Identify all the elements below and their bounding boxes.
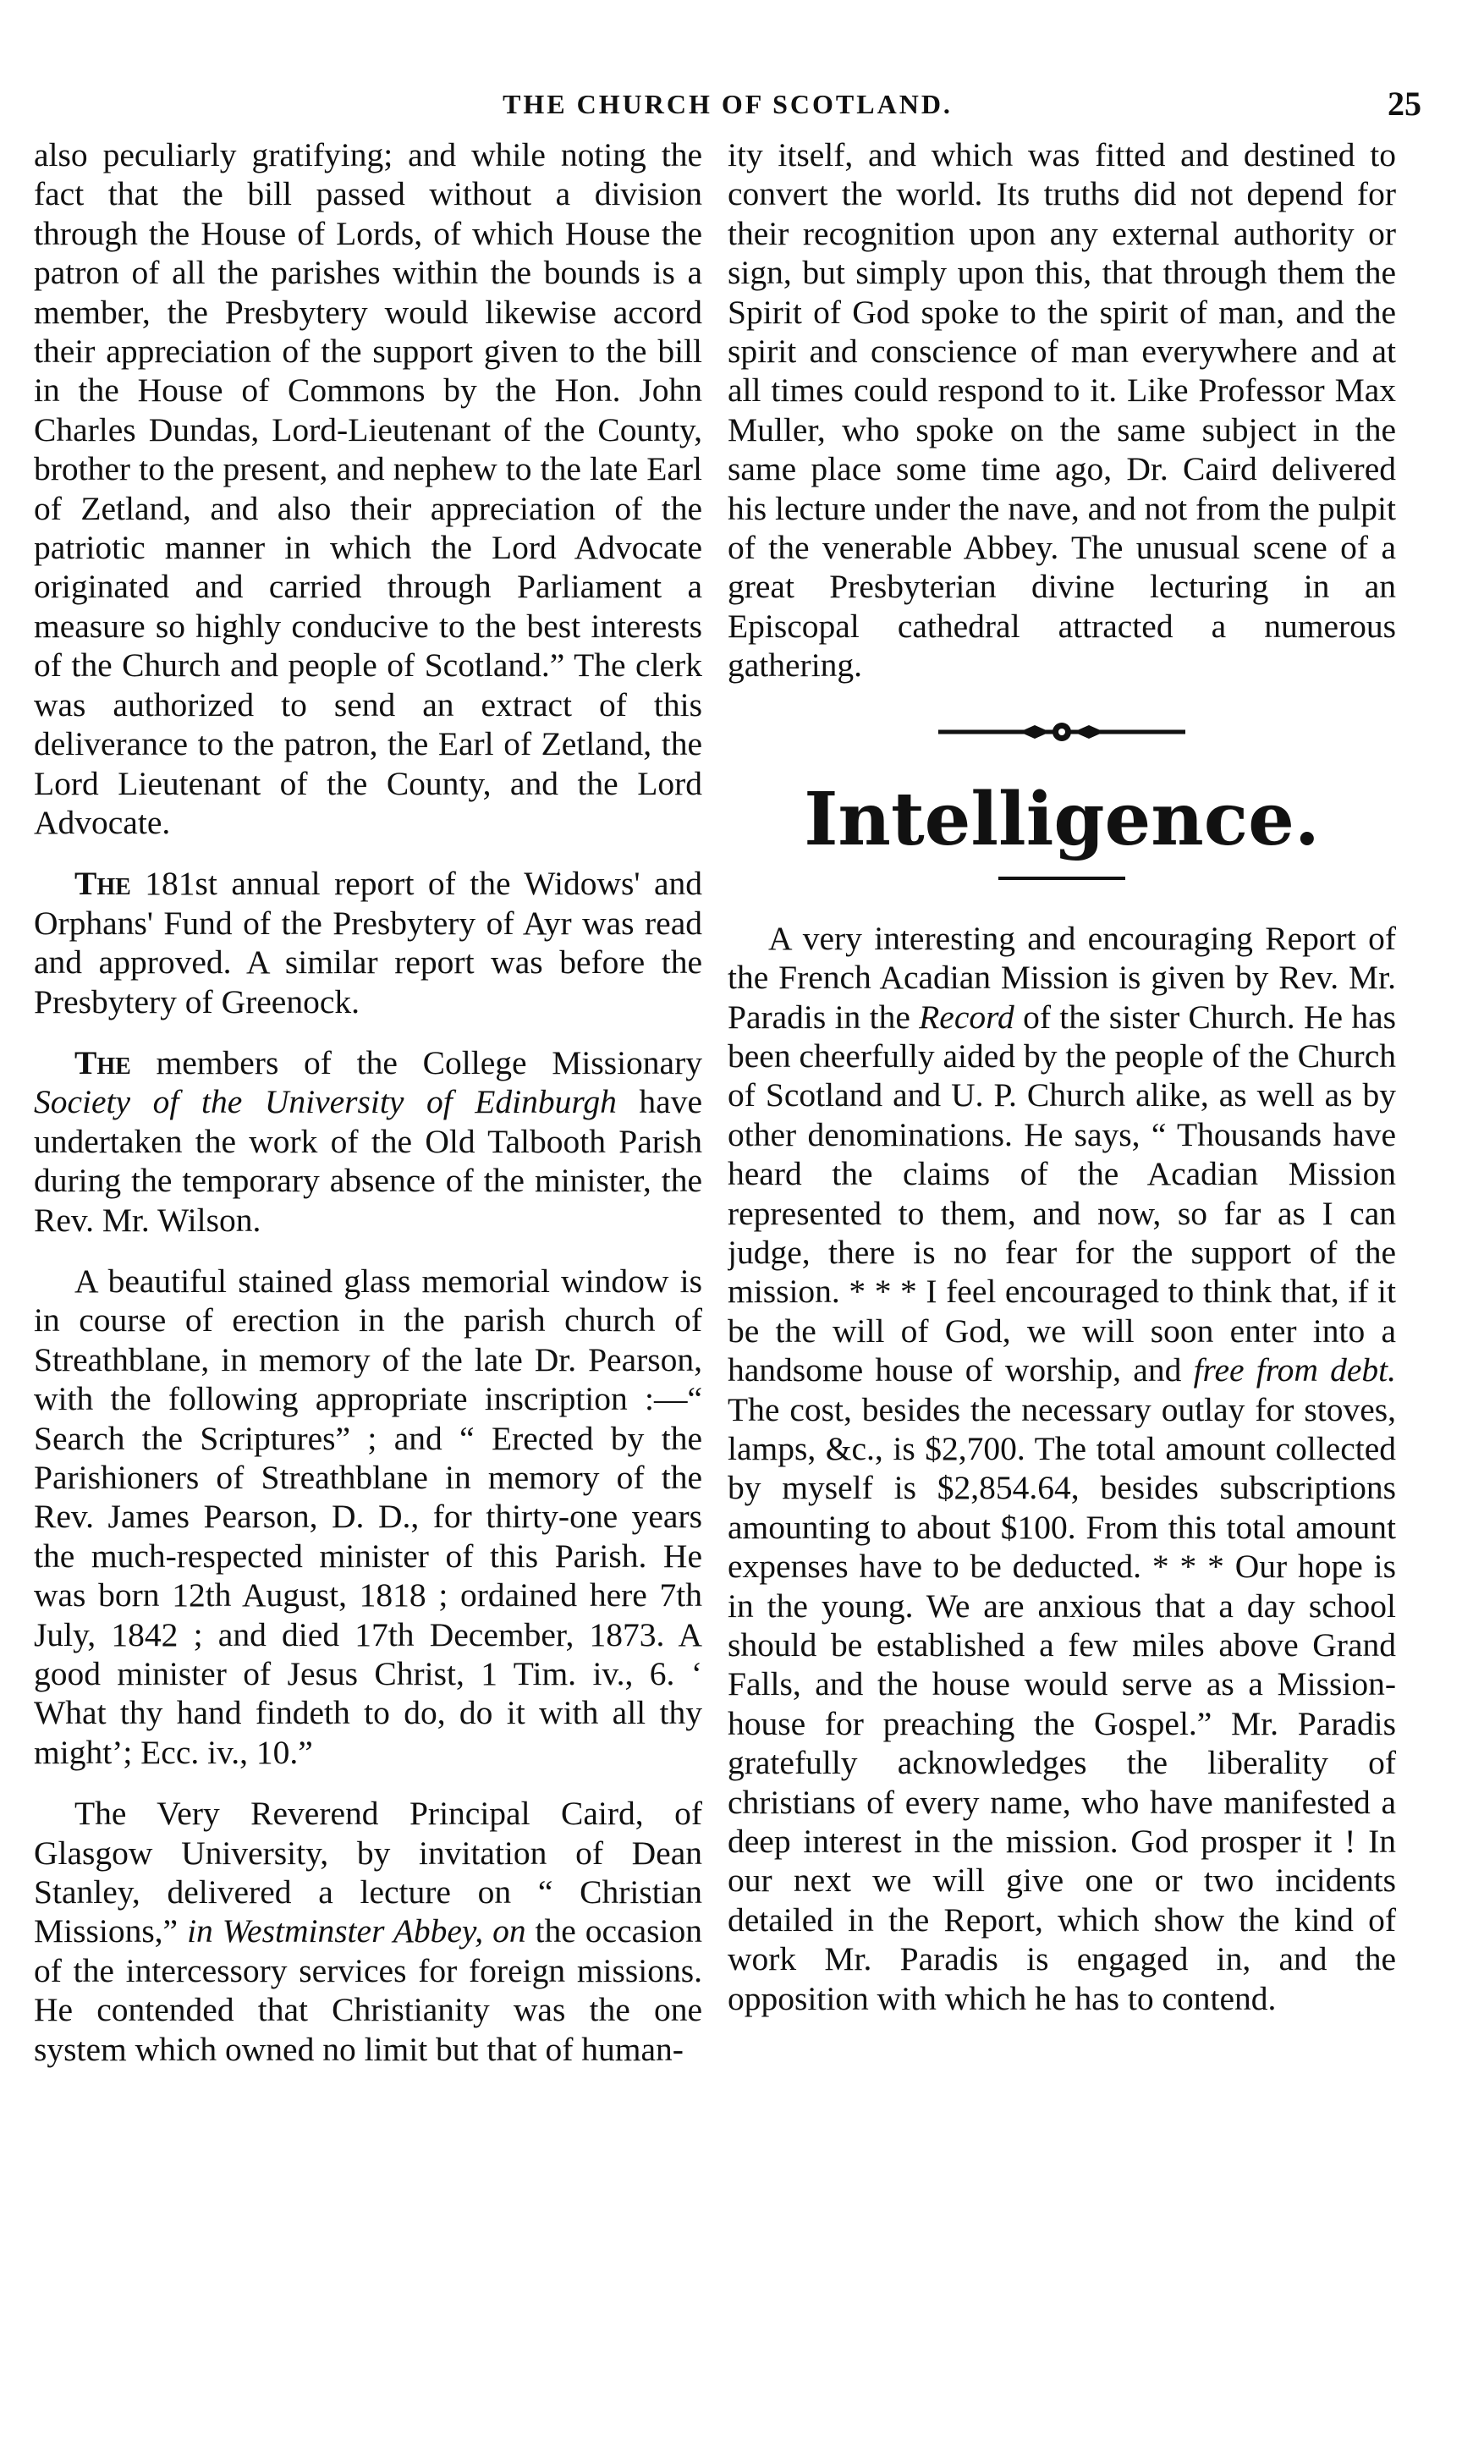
paragraph-caird-continued: ity itself, and which was fitted and destined to convert the world. Its truths did not depend for their recognition upon any external authority or sign, but simply upon this, that through them the Spirit of God spoke to the spirit of man, and the spirit and conscience of man everywhere and at all times could respond to it. Like Professor Max Muller, who spoke on the same subject in the same place some time ago, Dr. Caird delivered his lecture under the nave, and not from the pulpit of the venerable Abbey. The unusual scene of a great Presbyterian divine lecturing in an Episcopal cathedral attracted a numerous gathering.	[728, 136, 1396, 685]
italic-westminster-abbey: in Westminster Abbey, on	[187, 1912, 526, 1950]
italic-record: Record	[919, 998, 1014, 1036]
paragraph-acadian-mission	[728, 919, 1396, 2018]
page-number: 25	[1388, 85, 1421, 123]
running-title: THE CHURCH OF SCOTLAND.	[503, 89, 953, 119]
paragraph-lead-word: The	[74, 1043, 131, 1081]
italic-free-from-debt: free from debt.	[1193, 1351, 1396, 1389]
paragraph-widows-fund	[34, 864, 702, 1021]
italic-society-name: Society of the University of Edinburgh	[34, 1083, 617, 1121]
running-head	[34, 74, 1421, 134]
paragraph-text: the occasion of the intercessory services for foreign missions. He contended that Christianity was the one system which owned no limit but that of human-	[34, 1912, 702, 2068]
paragraph-principal-caird	[34, 1794, 702, 2069]
section-heading: Intelligence.	[804, 776, 1320, 862]
paragraph-text: of the sister Church. He has been cheerfully aided by the people of the Church of Scotland and U. P. Church alike, as well as by other denominations. He says, “ Thousands have heard the claims of the Acadian Mission represented to them, and now, so far as I can judge, there is no fear for the support of the mission. * * * I feel encouraged to think that, if it be the will of God, we will soon enter into a handsome house of worship, and	[728, 998, 1396, 1389]
paragraph-text: The Very Reverend Principal Caird, of Glasgow University, by invitation of Dean Stanley, delivered a lecture on “ Christian Missions,”	[34, 1795, 702, 1950]
paragraph-presbytery-deliverance: also peculiarly gratifying; and while noting the fact that the bill passed without a division through the House of Lords, of which House the patron of all the parishes within the bounds is a member, the Presbytery would likewise accord their appreciation of the support given to the bill in the House of Commons by the Hon. John Charles Dundas, Lord-Lieutenant of the County, brother to the present, and nephew to the late Earl of Zetland, and also their appreciation of the patriotic manner in which the Lord Advocate originated and carried through Parliament a measure so highly conducive to the best interests of the Church and people of Scotland.” The clerk was authorized to send an extract of this deliverance to the patron, the Earl of Zetland, the Lord Lieutenant of the County, and the Lord Advocate.	[34, 136, 702, 841]
paragraph-text: The cost, besides the necessary outlay for stoves, lamps, &c., is $2,700. The total amount collected by myself is $2,854.64, besides subscriptions amounting to about $100. From this total amount expenses have to be deducted. * * * Our hope is in the young. We are anxious that a day school should be established a few miles above Grand Falls, and the house would serve as a Mission-house for preaching the Gospel.” Mr. Paradis gratefully acknowledges the liberality of christians of every name, who have manifested a deep interest in the mission. God prosper it ! In our next we will give one or two incidents detailed in the Report, which show the kind of work Mr. Paradis is engaged in, and the opposition with which he has to contend.	[728, 1390, 1396, 2017]
paragraph-text: A very interesting and encouraging Report of the French Acadian Mission is given by Rev. Mr. Paradis in the	[728, 919, 1396, 1036]
left-column	[34, 135, 702, 2420]
ornament-divider-icon	[935, 715, 1189, 749]
paragraph-lead-word: The	[74, 865, 131, 903]
paragraph-text: have undertaken the work of the Old Talbooth Parish during the temporary absence of the minister, the Rev. Mr. Wilson.	[34, 1083, 702, 1239]
heading-underline	[998, 877, 1125, 880]
right-column	[728, 135, 1396, 2420]
paragraph-text: 181st annual report of the Widows' and Orphans' Fund of the Presbytery of Ayr was read and approved. A similar report was before the Presbytery of Greenock.	[34, 865, 702, 1020]
paragraph-college-missionary	[34, 1043, 702, 1240]
paragraph-text: members of the College Missionary	[130, 1043, 702, 1081]
paragraph-memorial-window: A beautiful stained glass memorial window is in course of erection in the parish church of Streathblane, in memory of the late Dr. Pearson, with the following appropriate inscription :—“ Search the Scriptures” ; and “ Erected by the Parishioners of Streathblane in memory of the Rev. James Pearson, D. D., for thirty-one years the much-respected minister of this Parish. He was born 12th August, 1818 ; ordained here 7th July, 1842 ; and died 17th December, 1873. A good minister of Jesus Christ, 1 Tim. iv., 6. ‘ What thy hand findeth to do, do it with all thy might’; Ecc. iv., 10.”	[34, 1262, 702, 1771]
ornamental-rule	[728, 707, 1396, 756]
